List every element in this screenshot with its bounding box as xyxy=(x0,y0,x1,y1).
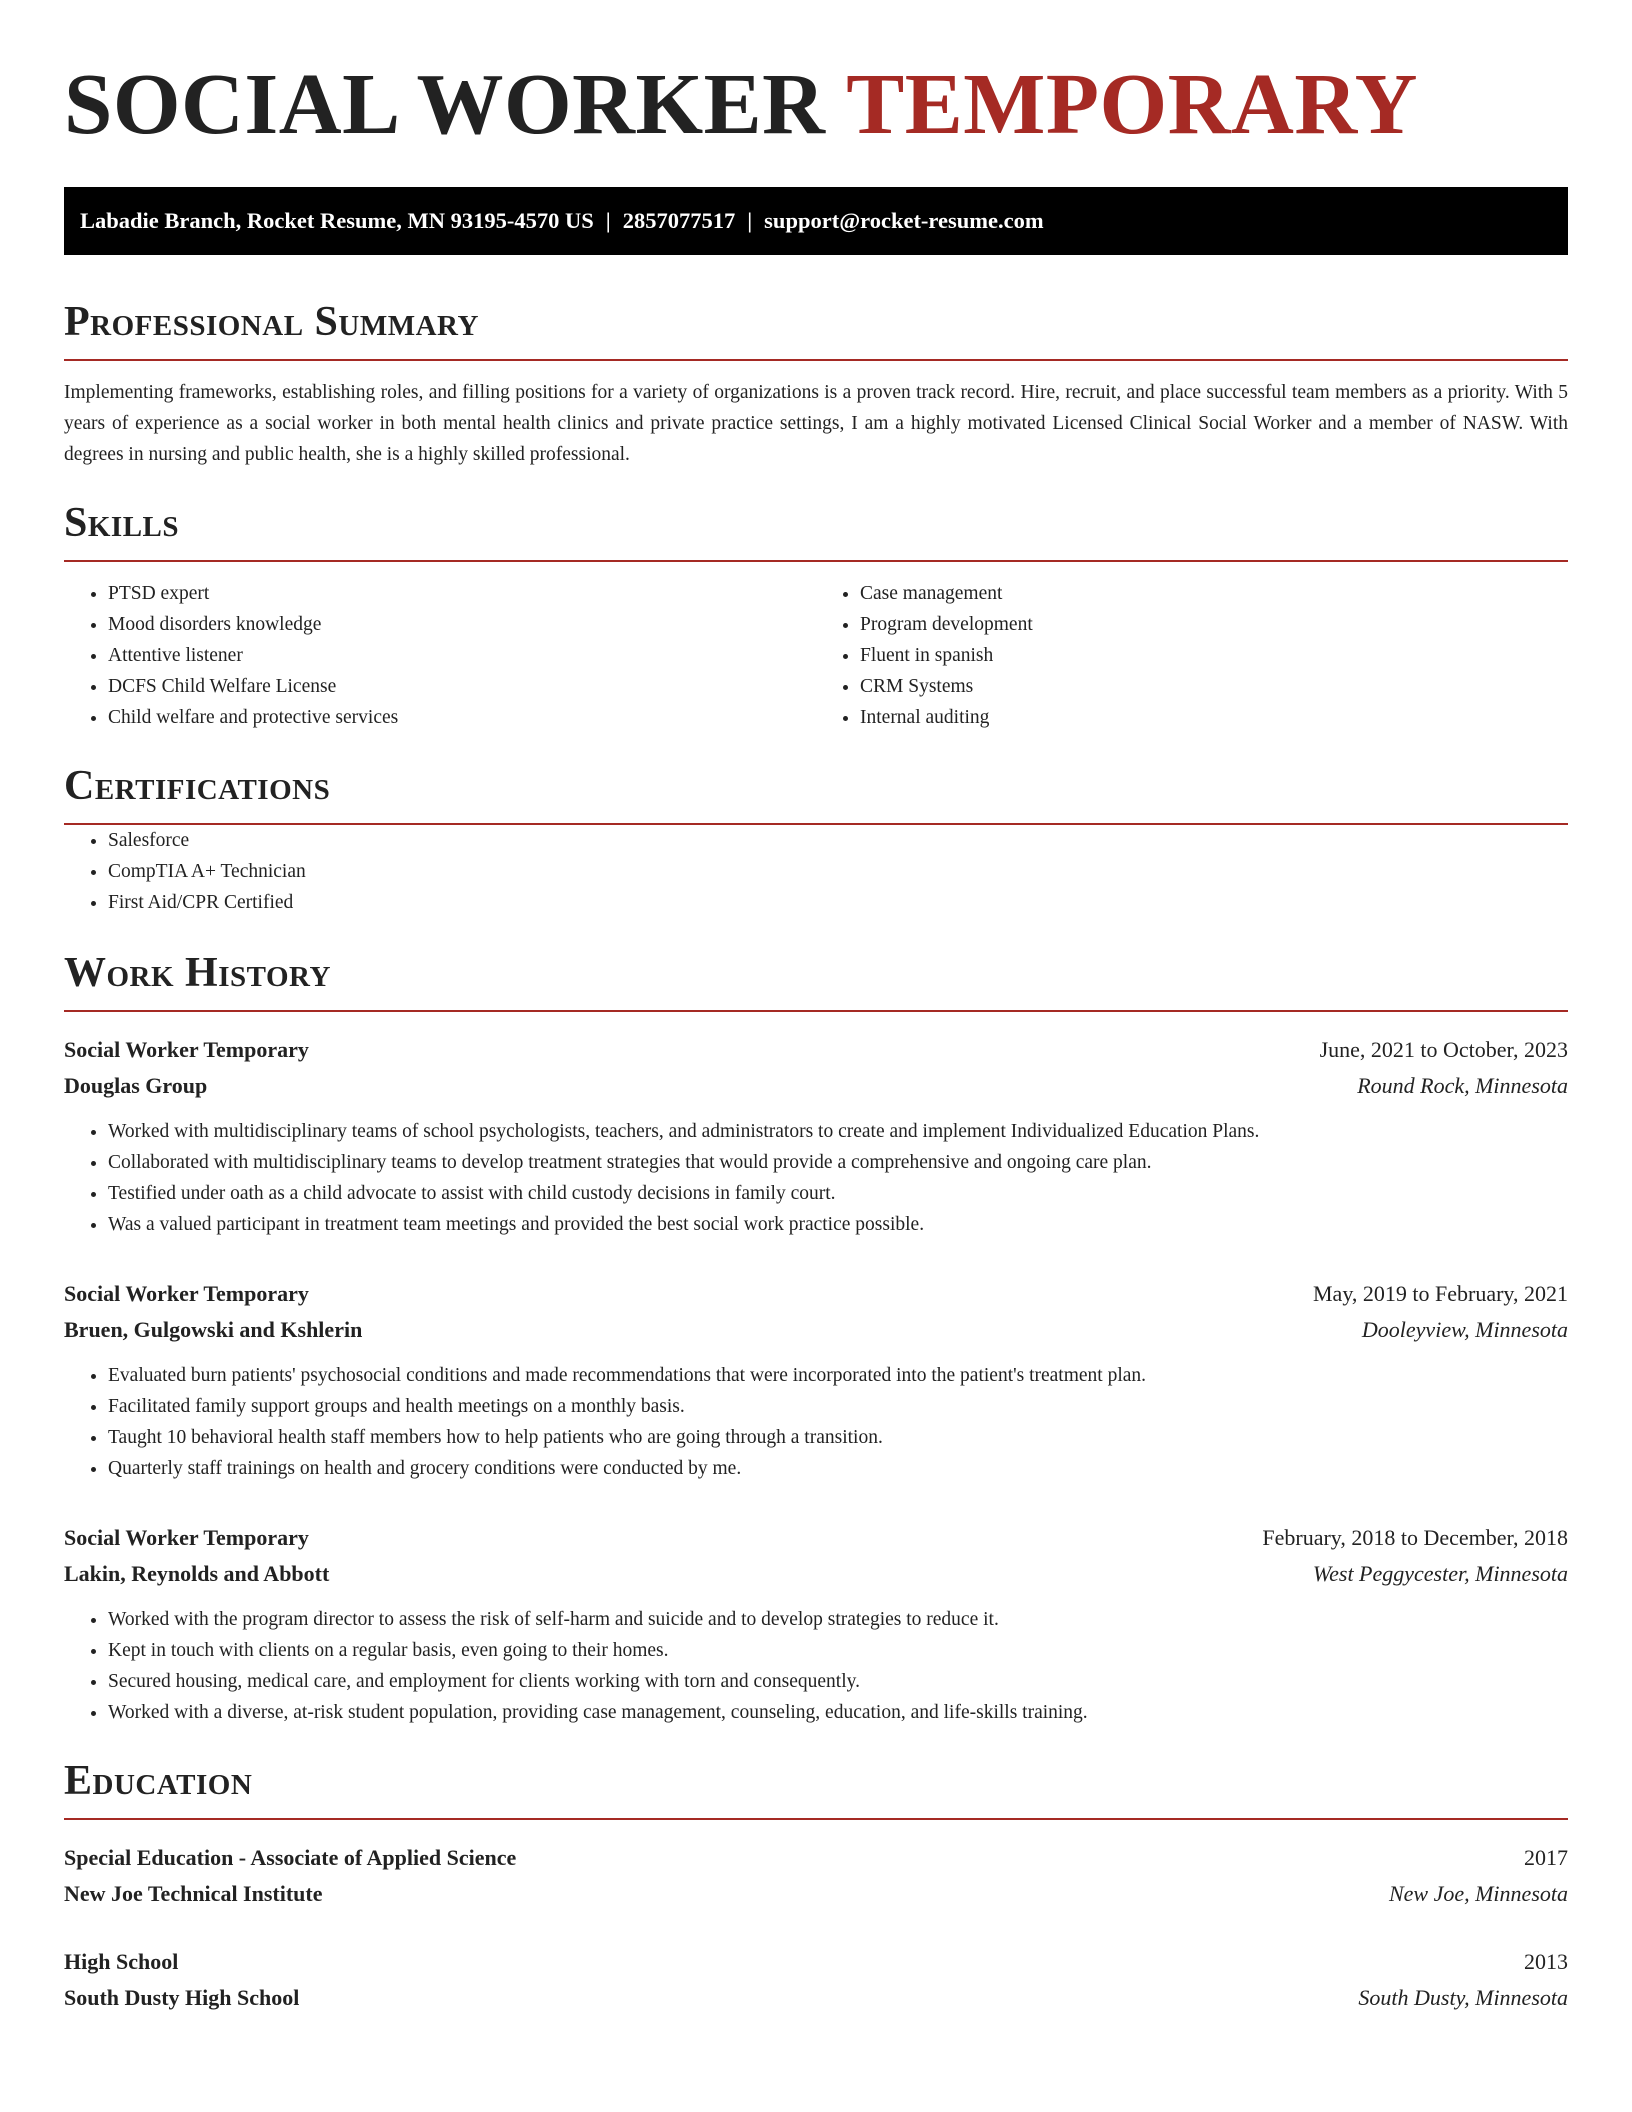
education-entry xyxy=(64,1944,1568,2016)
section-title-skills: Skills xyxy=(64,498,1568,562)
job-company: Lakin, Reynolds and Abbott xyxy=(64,1561,330,1586)
job-duty: • Taught 10 behavioral health staff members how to help patients who are going through a transition. xyxy=(108,1422,1568,1453)
job-duty: • Worked with a diverse, at-risk student population, providing case management, counseling, education, and life-skills training. xyxy=(108,1697,1568,1728)
education-location: New Joe, Minnesota xyxy=(1388,1881,1568,1906)
job-location: Round Rock, Minnesota xyxy=(1357,1073,1568,1098)
contact-separator: | xyxy=(605,208,611,233)
job-duties-list xyxy=(64,1604,1568,1728)
job-duty: • Secured housing, medical care, and employment for clients working with torn and consequently. xyxy=(108,1666,1568,1697)
education-school-row xyxy=(64,1876,1568,1912)
education-degree: High School xyxy=(64,1949,179,1974)
job-company: Bruen, Gulgowski and Kshlerin xyxy=(64,1317,363,1342)
education-year: 2017 xyxy=(1524,1845,1568,1870)
job-dates: May, 2019 to February, 2021 xyxy=(1313,1281,1568,1306)
job-duty: • Worked with the program director to assess the risk of self-harm and suicide and to develop strategies to reduce it. xyxy=(108,1604,1568,1635)
job-location: Dooleyview, Minnesota xyxy=(1361,1317,1568,1342)
job-company-row xyxy=(64,1068,1568,1104)
skill-item: • Case management xyxy=(860,578,1568,609)
job-header-row xyxy=(64,1032,1568,1068)
certifications-list xyxy=(64,825,1568,918)
job-duty: • Was a valued participant in treatment team meetings and provided the best social work practice possible. xyxy=(108,1209,1568,1240)
contact-phone: 2857077517 xyxy=(622,208,736,233)
job-duty: • Collaborated with multidisciplinary teams to develop treatment strategies that would provide a comprehensive and ongoing care plan. xyxy=(108,1147,1568,1178)
skill-item: • Fluent in spanish xyxy=(860,640,1568,671)
skill-item: • PTSD expert xyxy=(108,578,816,609)
skill-item: • Child welfare and protective services xyxy=(108,702,816,733)
section-title-summary: Professional Summary xyxy=(64,297,1568,361)
certification-item: • CompTIA A+ Technician xyxy=(108,856,1568,887)
skills-list-left xyxy=(64,578,816,733)
job-position: Social Worker Temporary xyxy=(64,1525,309,1550)
education-degree-row xyxy=(64,1840,1568,1876)
contact-email: support@rocket-resume.com xyxy=(764,208,1044,233)
skills-columns xyxy=(64,578,1568,733)
summary-text: Implementing frameworks, establishing roles, and filling positions for a variety of organizations is a proven track record. Hire, recruit, and place successful team members as a priority. With 5 years of experience as a social worker in both mental health clinics and private practice settings, I am a highly motivated Licensed Clinical Social Worker and a member of NASW. With degrees in nursing and public health, she is a highly skilled professional. xyxy=(64,382,1568,465)
contact-address: Labadie Branch, Rocket Resume, MN 93195-4570 US xyxy=(80,208,594,233)
education-degree-row xyxy=(64,1944,1568,1980)
education-school-row xyxy=(64,1980,1568,2016)
job-duty: • Facilitated family support groups and health meetings on a monthly basis. xyxy=(108,1391,1568,1422)
job-entry xyxy=(64,1520,1568,1728)
skill-item: • Mood disorders knowledge xyxy=(108,609,816,640)
job-duties-list xyxy=(64,1360,1568,1484)
resume-name xyxy=(64,0,1568,153)
job-duties-list xyxy=(64,1116,1568,1240)
education-location: South Dusty, Minnesota xyxy=(1358,1985,1568,2010)
section-title-certifications: Certifications xyxy=(64,761,1568,825)
name-accent: TEMPORARY xyxy=(846,55,1418,152)
skill-item: • CRM Systems xyxy=(860,671,1568,702)
skill-item: • Program development xyxy=(860,609,1568,640)
job-duty: • Testified under oath as a child advocate to assist with child custody decisions in family court. xyxy=(108,1178,1568,1209)
skill-item: • Internal auditing xyxy=(860,702,1568,733)
contact-bar xyxy=(64,187,1568,255)
certification-item: • Salesforce xyxy=(108,825,1568,856)
job-duty: • Worked with multidisciplinary teams of school psychologists, teachers, and administrators to create and implement Individualized Education Plans. xyxy=(108,1116,1568,1147)
education-entry xyxy=(64,1840,1568,1912)
education-school: South Dusty High School xyxy=(64,1985,300,2010)
job-company: Douglas Group xyxy=(64,1073,208,1098)
job-entry xyxy=(64,1032,1568,1240)
certification-item: • First Aid/CPR Certified xyxy=(108,887,1568,918)
job-duty: • Evaluated burn patients' psychosocial conditions and made recommendations that were incorporated into the patient's treatment plan. xyxy=(108,1360,1568,1391)
skill-item: • Attentive listener xyxy=(108,640,816,671)
job-position: Social Worker Temporary xyxy=(64,1037,309,1062)
job-duty: • Kept in touch with clients on a regular basis, even going to their homes. xyxy=(108,1635,1568,1666)
job-company-row xyxy=(64,1556,1568,1592)
name-main: SOCIAL WORKER xyxy=(64,55,826,152)
job-header-row xyxy=(64,1276,1568,1312)
contact-separator: | xyxy=(747,208,753,233)
job-header-row xyxy=(64,1520,1568,1556)
education-school: New Joe Technical Institute xyxy=(64,1881,323,1906)
job-company-row xyxy=(64,1312,1568,1348)
job-entry xyxy=(64,1276,1568,1484)
education-year: 2013 xyxy=(1524,1949,1568,1974)
job-position: Social Worker Temporary xyxy=(64,1281,309,1306)
skills-list-right xyxy=(816,578,1568,733)
job-dates: June, 2021 to October, 2023 xyxy=(1319,1037,1568,1062)
skill-item: • DCFS Child Welfare License xyxy=(108,671,816,702)
job-location: West Peggycester, Minnesota xyxy=(1312,1561,1568,1586)
section-title-education: Education xyxy=(64,1756,1568,1820)
job-duty: • Quarterly staff trainings on health and grocery conditions were conducted by me. xyxy=(108,1453,1568,1484)
job-dates: February, 2018 to December, 2018 xyxy=(1262,1525,1568,1550)
section-title-work-history: Work History xyxy=(64,948,1568,1012)
education-degree: Special Education - Associate of Applied Science xyxy=(64,1845,517,1870)
